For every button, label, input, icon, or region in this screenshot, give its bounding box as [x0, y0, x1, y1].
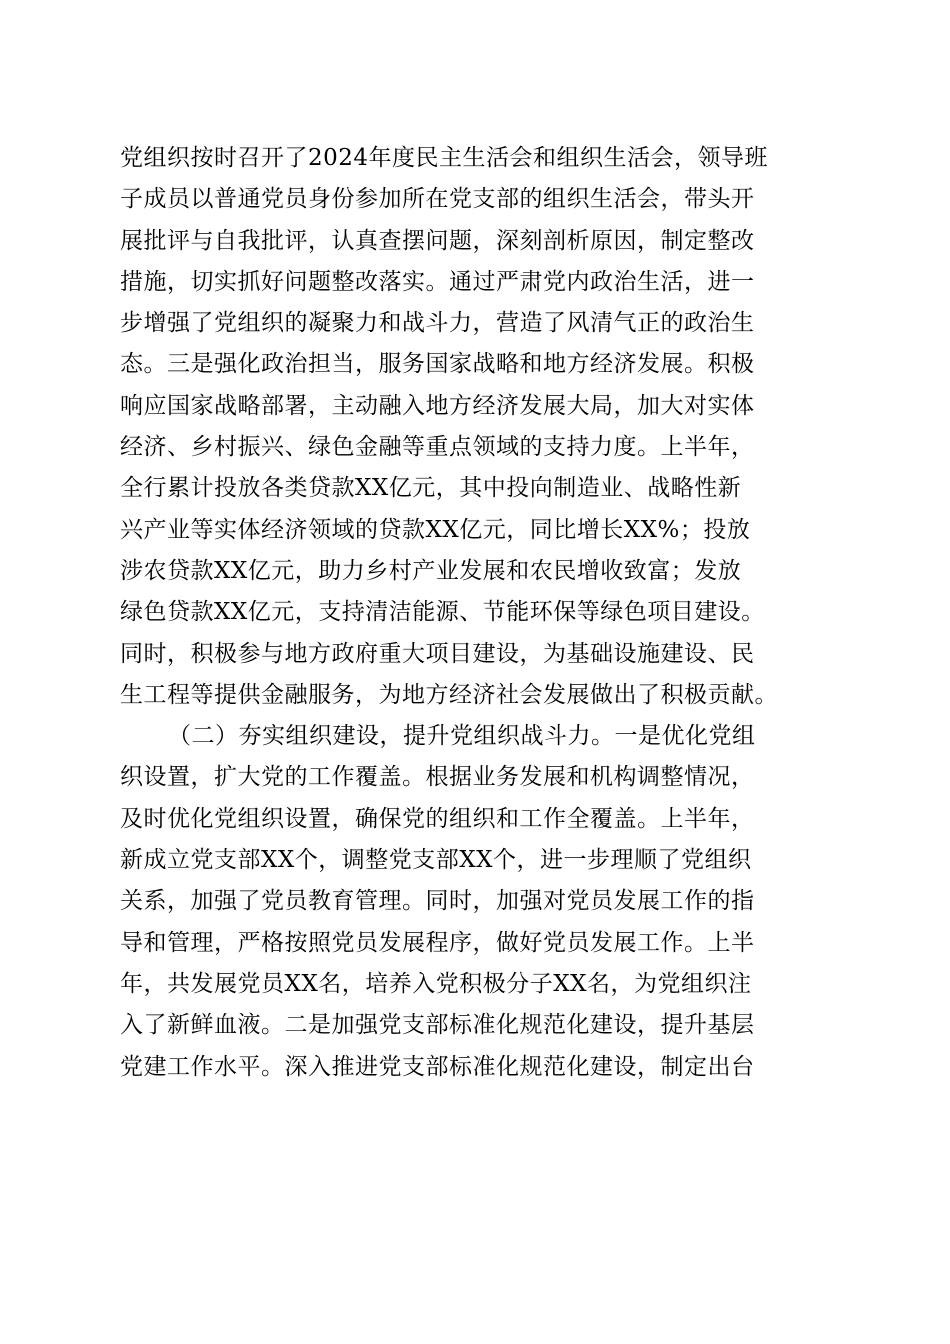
text-line: 步增强了党组织的凝聚力和战斗力，营造了风清气正的政治生 [120, 310, 755, 337]
text-line: 响应国家战略部署，主动融入地方经济发展大局，加大对实体 [120, 392, 755, 419]
text-line: 生工程等提供金融服务，为地方经济社会发展做出了积极贡献。 [120, 681, 778, 708]
body-text [120, 138, 840, 1088]
text-line: 年，共发展党员XX名，培养入党积极分子XX名，为党组织注 [120, 970, 752, 997]
text-line: 措施，切实抓好问题整改落实。通过严肃党内政治生活，进一 [120, 268, 755, 295]
text-line: 织设置，扩大党的工作覆盖。根据业务发展和机构调整情况， [120, 764, 755, 791]
text-line: 关系，加强了党员教育管理。同时，加强对党员发展工作的指 [120, 888, 755, 915]
text-line: 态。三是强化政治担当，服务国家战略和地方经济发展。积极 [120, 351, 755, 378]
text-line: 兴产业等实体经济领域的贷款XX亿元，同比增长XX%；投放 [120, 516, 751, 543]
text-line: 及时优化党组织设置，确保党的组织和工作全覆盖。上半年， [120, 805, 755, 832]
text-line: 同时，积极参与地方政府重大项目建设，为基础设施建设、民 [120, 640, 755, 667]
text-line: 子成员以普通党员身份参加所在党支部的组织生活会，带头开 [120, 186, 755, 213]
text-line: 党建工作水平。深入推进党支部标准化规范化建设，制定出台 [120, 1053, 755, 1080]
text-line: 全行累计投放各类贷款XX亿元，其中投向制造业、战略性新 [120, 475, 742, 502]
section-heading-line: （二）夯实组织建设，提升党组织战斗力。一是优化党组 [168, 723, 756, 750]
text-line: 党组织按时召开了2024年度民主生活会和组织生活会，领导班 [120, 145, 769, 171]
text-line: 绿色贷款XX亿元，支持清洁能源、节能环保等绿色项目建设。 [120, 599, 765, 626]
text-line: 展批评与自我批评，认真查摆问题，深刻剖析原因，制定整改 [120, 227, 755, 254]
text-line: 入了新鲜血液。二是加强党支部标准化规范化建设，提升基层 [120, 1012, 755, 1039]
text-line: 导和管理，严格按照党员发展程序，做好党员发展工作。上半 [120, 929, 755, 956]
text-line: 涉农贷款XX亿元，助力乡村产业发展和农民增收致富；发放 [120, 557, 742, 584]
text-line: 经济、乡村振兴、绿色金融等重点领域的支持力度。上半年， [120, 434, 755, 461]
text-line: 新成立党支部XX个，调整党支部XX个，进一步理顺了党组织 [120, 847, 752, 874]
